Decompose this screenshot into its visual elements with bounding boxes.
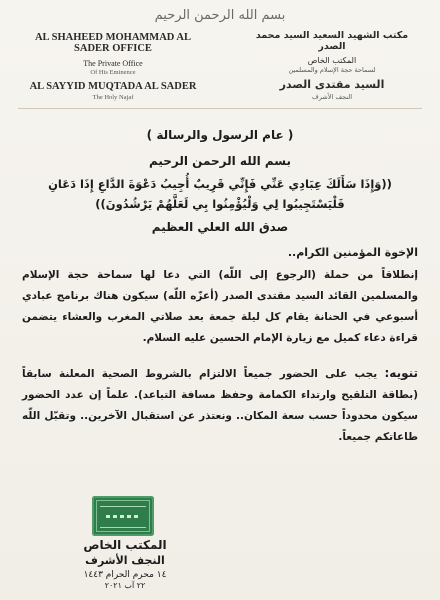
notice-paragraph bbox=[22, 363, 418, 448]
letterhead-arabic bbox=[242, 30, 422, 101]
office-name-ar: مكتب الشهيد السعيد السيد محمد الصدر bbox=[255, 30, 409, 52]
notice-text: يجب على الحضور جميعاً الالتزام بالشروط الصحية المعلنة سابقاً (بطاقة التلقيح وارتداء الكمامة وحفظ مسافة التباعد). علماً إن عدد الحضور سيكون محدوداً حسب سعة المكان.. ونعتذر عن استقبال الآخرين.. وتقبّل اللّه طاعاتكم جميعاً. bbox=[22, 368, 418, 443]
eminence-ar: لسماحة حجة الإسلام والمسلمين bbox=[288, 66, 376, 74]
private-office-en: The Private Office bbox=[83, 59, 143, 68]
private-office-ar: المكتب الخاص bbox=[307, 56, 357, 65]
quran-verse: ((وَإِذَا سَأَلَكَ عِبَادِي عَنِّي فَإِنِّي قَرِيبٌ أُجِيبُ دَعْوَةَ الدَّاعِ إِذَا دَعَانِ فَلْيَسْتَجِيبُوا لِي وَلْيُؤْمِنُوا بِي لَعَلَّهُمْ يَرْشُدُونَ)) bbox=[48, 177, 392, 211]
letter-body bbox=[22, 128, 418, 448]
signature-office: المكتب الخاص bbox=[83, 538, 167, 552]
signature-city: النجف الأشرف bbox=[85, 554, 165, 567]
office-name-en: AL SHAHEED MOHAMMAD AL SADER OFFICE bbox=[34, 32, 192, 54]
city-ar: النجف الأشرف bbox=[311, 93, 353, 101]
city-en: The Holy Najaf bbox=[92, 94, 134, 101]
sadaq-line: صدق الله العلي العظيم bbox=[151, 220, 289, 234]
office-seal-stamp bbox=[92, 496, 154, 536]
main-paragraph: إنطلاقاً من حملة (الرجوع إلى اللّه) التي دعا لها سماحة حجة الإسلام والمسلمين القائد السيد مقتدى الصدر (أعزّه اللّه) سيكون هناك برنامج عبادي أسبوعي في الحنانة يقام كل ليلة جمعة بعد صلاتي المغرب والعشاء يتضمن قراءة دعاء كميل مع زيارة الإمام الحسين عليه السلام. bbox=[22, 269, 418, 344]
greeting: الإخوة المؤمنين الكرام.. bbox=[287, 246, 418, 259]
letterhead bbox=[18, 30, 422, 109]
sayyid-name-ar: السيد مقتدى الصدر bbox=[279, 78, 385, 91]
signature-block bbox=[40, 538, 210, 590]
sayyid-name-en: AL SAYYID MUQTADA AL SADER bbox=[29, 81, 197, 92]
basmala: بسم الله الرحمن الرحيم bbox=[148, 154, 292, 168]
hijri-date: ١٤ محرم الحرام ١٤٤٣ bbox=[83, 570, 167, 580]
eminence-en: Of His Eminence bbox=[90, 69, 136, 76]
gregorian-date: ٢٢ آب ٢٠٢١ bbox=[104, 581, 146, 590]
letterhead-english bbox=[18, 30, 208, 101]
notice-label: تنويه: bbox=[384, 366, 419, 380]
header-basmala: بسم الله الرحمن الرحيم bbox=[154, 8, 286, 23]
seal-inscription-graphic bbox=[100, 506, 146, 528]
subject-line: ( عام الرسول والرسالة ) bbox=[146, 128, 294, 142]
